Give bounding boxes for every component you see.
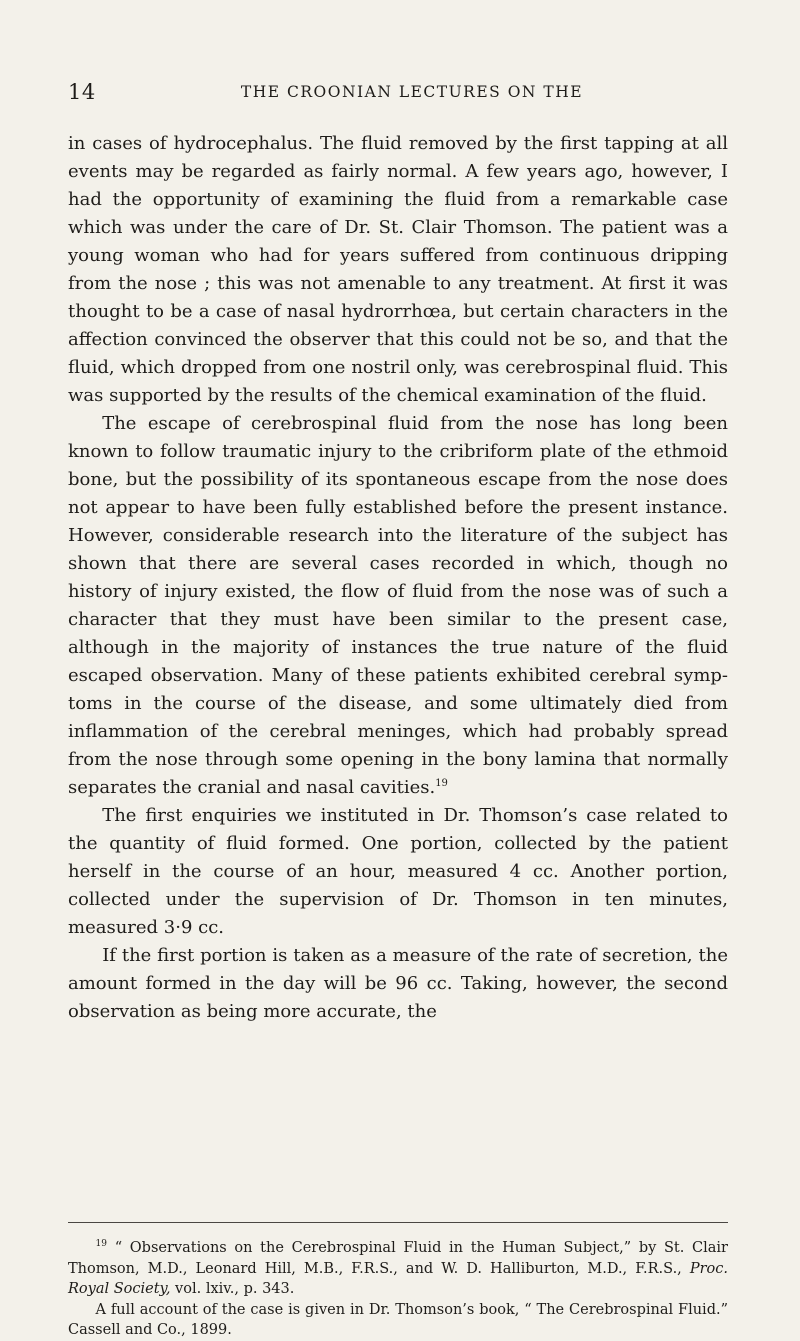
footnote-divider xyxy=(68,1222,728,1223)
footnote: $^{19}$ “ Observations on the Cerebrospinal Fluid in the Human Subject,” by St. Clair Thomson, M.D., Leonard Hill, M.B., F.R.S., and W. D. Halliburton, M.D., F.R.S., Proc. Royal Society, vol. lxiv., p. 343. xyxy=(68,1239,728,1297)
footnote: A full account of the case is given in Dr. Thomson’s book, “ The Cerebrospinal Fluid.” Cassell and Co., 1899. xyxy=(68,1301,728,1338)
footnotes xyxy=(68,1238,728,1341)
body-text xyxy=(68,130,728,1026)
journal-title: Proc. Royal Society, xyxy=(68,1260,728,1297)
footnote-marker: 19 xyxy=(95,1239,107,1249)
footnote-reference: 19 xyxy=(435,778,448,789)
paragraph: The escape of cerebrospinal fluid from the nose has long been known to follow traumatic injury to the cribriform plate of the ethmoid bone, but the possibility of its spontaneous escape from the nose does not appear to have been fully established before the present instance. However, considerable research into the literature of the subject has shown that there are several cases recorded in which, though no history of injury existed, the flow of fluid from the nose was of such a character that they must have been similar to the present case, although in the majority of instances the true nature of the fluid escaped observation. Many of these patients exhibited cerebral symptoms in the course of the disease, and some ultimately died from inflammation of the cerebral meninges, which had probably spread from the nose through some opening in the bony lamina that normally separates the cranial and nasal cavities.$^{19}$ xyxy=(68,413,728,798)
page-number: 14 xyxy=(68,80,96,104)
paragraph: The first enquiries we instituted in Dr. Thomson’s case related to the quantity of fluid formed. One portion, collected by the patient herself in the course of an hour, measured 4 cc. Another portion, collected under the supervision of Dr. Thomson in ten minutes, measured 3·9 cc. xyxy=(68,805,728,938)
paragraph: in cases of hydrocephalus. The fluid removed by the first tapping at all events may be regarded as fairly normal. A few years ago, however, I had the opportunity of examining the fluid from a remarkable case which was under the care of Dr. St. Clair Thomson. The patient was a young woman who had for years suffered from continuous dripping from the nose ; this was not amenable to any treatment. At first it was thought to be a case of nasal hydrorrhœa, but certain characters in the affection convinced the observer that this could not be so, and that the fluid, which dropped from one nostril only, was cerebrospinal fluid. This was supported by the results of the chemical examination of the fluid. xyxy=(68,133,728,406)
page-header xyxy=(68,80,726,108)
running-head: THE CROONIAN LECTURES ON THE xyxy=(240,83,584,101)
paragraph: If the first portion is taken as a measure of the rate of secretion, the amount formed in the day will be 96 cc. Taking, however, the second observation as being more accurate, the xyxy=(68,945,728,1022)
